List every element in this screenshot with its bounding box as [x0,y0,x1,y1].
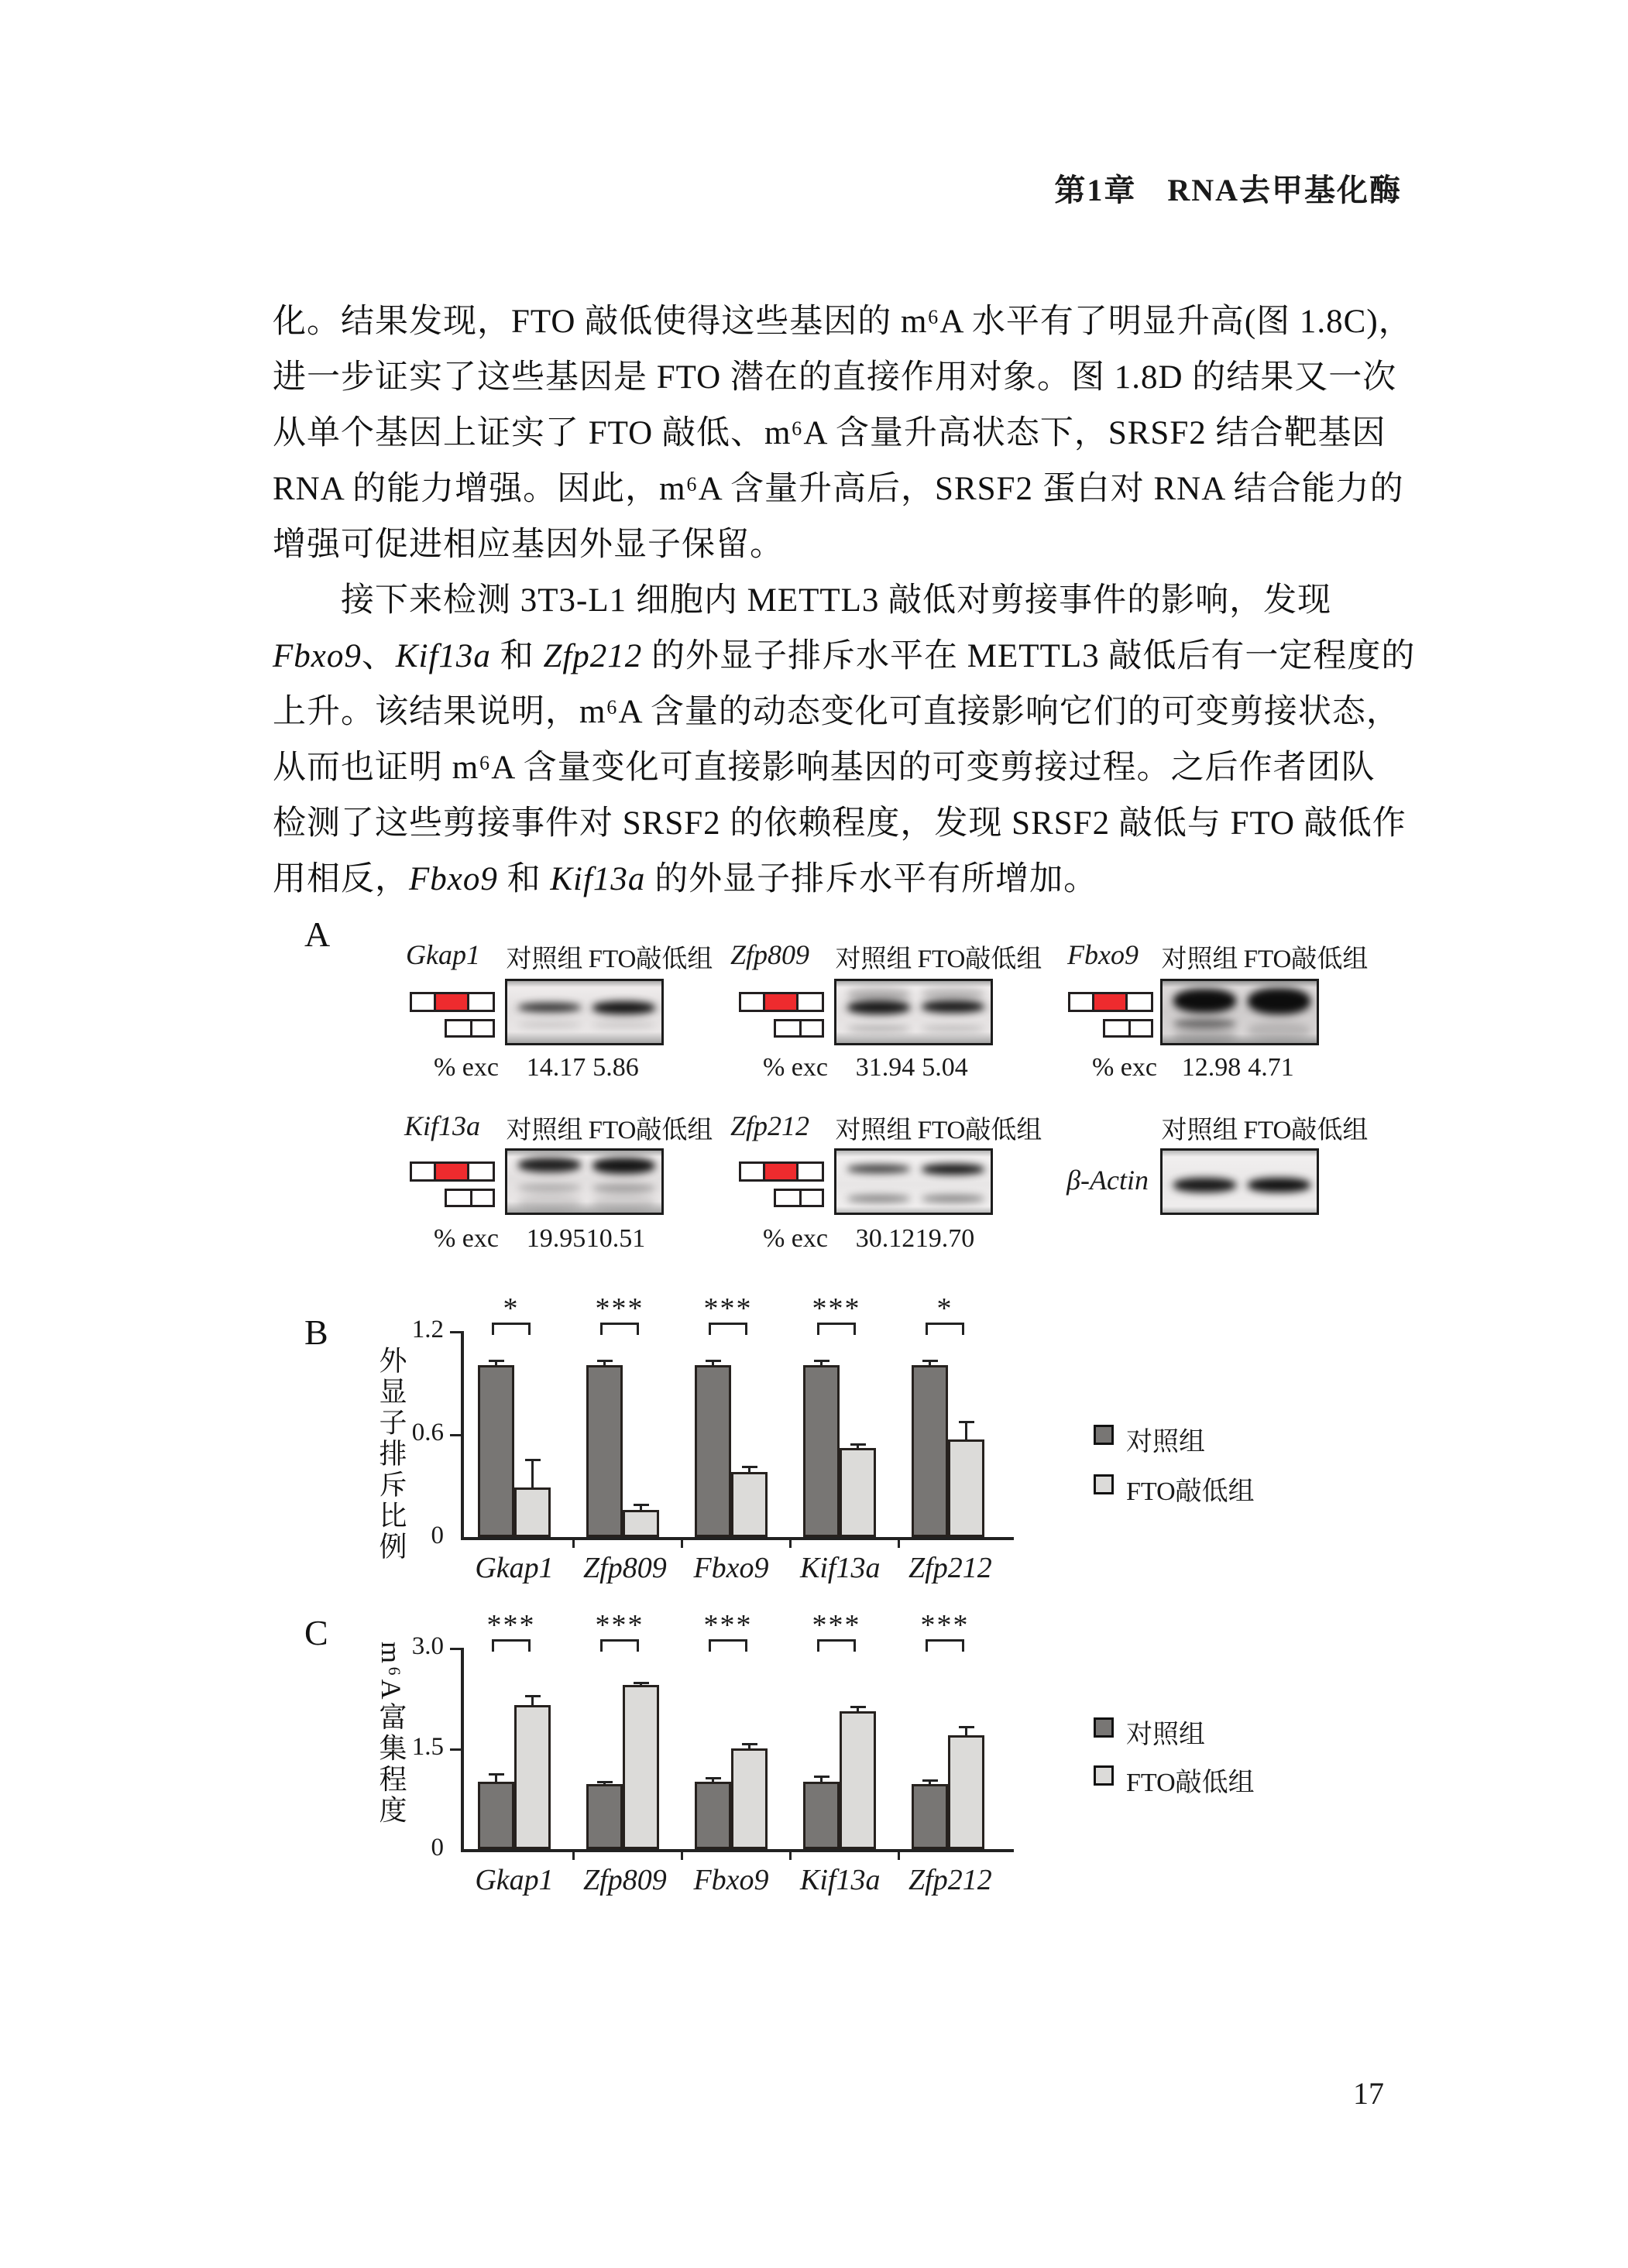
exon-box-right [799,994,822,1010]
significance-stars: *** [812,1292,861,1325]
exon-box-left [741,1164,763,1179]
y-tick-label: 0 [431,1522,444,1549]
category-label: Zfp809 [583,1552,667,1584]
x-tick [898,1540,900,1548]
body-text [273,294,1416,908]
exon-schematic-exclusion [774,1189,824,1207]
exon-box-red [1092,994,1128,1010]
header-chapter: 第1章 [1054,173,1137,208]
gene-name-inline: Fbxo9 [409,861,498,897]
bar-FTO敲低组-Zfp809 [623,1685,659,1849]
bar-对照组-Kif13a [803,1782,840,1849]
text-segment: 增强可促进相应基因外显子保留。 [273,527,784,563]
error-cap [814,1776,829,1778]
legend-swatch-FTO敲低组 [1094,1474,1114,1494]
text-segment: 的外显子排斥水平在 METTL3 敲低后有一定程度的 [642,638,1416,674]
exc-value-kd: 5.86 [592,1053,639,1082]
exon-schematic-exclusion [445,1189,495,1207]
exon-box-b [799,1191,823,1205]
blot-header-control: 对照组 [835,945,912,973]
exon-box-red [434,1164,469,1179]
bar-对照组-Fbxo9 [695,1365,731,1537]
bar-对照组-Zfp809 [586,1784,623,1849]
exon-box-left [741,994,763,1010]
blot-header-control: 对照组 [506,945,583,973]
category-label: Zfp212 [908,1552,992,1584]
error-cap [959,1421,974,1423]
gene-name-inline: Kif13a [395,638,491,674]
text-segment: 从而也证明 m⁶A 含量变化可直接影响基因的可变剪接过程。之后作者团队 [273,750,1376,786]
legend-label: 对照组 [1126,1721,1205,1749]
exon-box-right [1128,994,1151,1010]
exon-box-b [1128,1021,1152,1035]
gel-band [1173,989,1236,1013]
blot-header-control: 对照组 [1161,945,1238,973]
category-label: Kif13a [800,1552,881,1584]
blot-header-kd: FTO敲低组 [1243,1117,1369,1144]
gel-blot-Gkap1 [505,979,664,1045]
y-tick-label: 1.5 [411,1733,444,1761]
exc-value-control: 14.17 [526,1053,586,1082]
blot-header-kd: FTO敲低组 [1243,945,1369,973]
text-segment: 和 [497,861,551,897]
panel-b-label: B [304,1312,328,1352]
y-tick [450,1331,462,1333]
blot-gene-label: Fbxo9 [1067,939,1139,970]
category-label: Zfp809 [583,1864,667,1896]
exc-value-control: 19.95 [526,1224,586,1253]
exc-value-control: 30.12 [855,1224,915,1253]
text-segment: RNA 的能力增强。因此，m⁶A 含量升高后，SRSF2 蛋白对 RNA 结合能力的 [273,471,1404,507]
blot-header-kd: FTO敲低组 [917,945,1042,973]
gene-name-inline: Zfp212 [543,638,643,674]
body-line-2 [273,350,1408,406]
y-tick [450,1748,462,1751]
bar-对照组-Zfp212 [912,1784,948,1849]
exon-schematic-inclusion [410,992,495,1012]
exon-schematic-inclusion [739,1161,824,1182]
gel-band [922,988,984,1000]
text-segment: 和 [490,638,544,674]
error-cap [922,1360,938,1362]
blot-gene-label: Gkap1 [406,939,480,970]
exon-box-right [469,994,493,1010]
significance-stars: *** [486,1609,536,1642]
blot-gene-label: Zfp212 [730,1110,809,1141]
bar-FTO敲低组-Gkap1 [514,1705,551,1849]
blot-header-kd: FTO敲低组 [588,945,713,973]
body-line-7 [273,629,1416,685]
exc-value-kd: 19.70 [915,1224,975,1253]
panel-c-label: C [304,1613,328,1652]
category-label: Gkap1 [475,1864,554,1896]
significance-stars: *** [595,1292,644,1325]
bar-FTO敲低组-Kif13a [840,1711,876,1849]
body-line-11 [273,852,1408,908]
x-tick [898,1852,900,1860]
gel-band [592,1195,655,1211]
error-cap [634,1682,649,1684]
category-label: Fbxo9 [693,1864,769,1896]
exc-value-kd: 4.71 [1248,1053,1294,1082]
blot-header-control: 对照组 [1161,1117,1238,1144]
exon-schematic-inclusion [410,1161,495,1182]
exon-box-a [447,1191,470,1205]
header-title: RNA去甲基化酶 [1167,173,1402,208]
x-axis [461,1849,1014,1852]
exon-box-red [763,994,799,1010]
gene-name-inline: Fbxo9 [273,638,362,674]
error-cap [706,1777,721,1779]
x-tick [572,1852,575,1860]
exon-box-b [470,1021,493,1035]
exc-value-kd: 5.04 [922,1053,968,1082]
category-label: Zfp212 [908,1864,992,1896]
x-tick [789,1540,792,1548]
error-whisker [965,1422,967,1439]
y-tick [450,1434,462,1436]
exon-box-a [776,1191,799,1205]
error-cap [850,1443,866,1446]
x-tick [681,1852,683,1860]
gel-band [592,1184,655,1192]
bar-对照组-Kif13a [803,1365,840,1537]
text-segment: 的外显子排斥水平有所增加。 [645,861,1098,897]
error-cap [489,1360,504,1362]
bar-对照组-Fbxo9 [695,1782,731,1849]
bar-FTO敲低组-Zfp212 [948,1439,984,1537]
text-segment: 接下来检测 3T3-L1 细胞内 METTL3 敲低对剪接事件的影响，发现 [341,582,1332,619]
gel-band [922,1026,984,1031]
y-tick-label: 0 [431,1834,444,1861]
gel-band [592,1001,655,1014]
exon-box-left [1070,994,1092,1010]
x-tick [789,1852,792,1860]
bar-对照组-Zfp212 [912,1365,948,1537]
error-cap [597,1360,613,1362]
bar-对照组-Zfp809 [586,1365,623,1537]
gel-band [1248,988,1310,1014]
exon-box-red [763,1164,799,1179]
significance-stars: *** [703,1609,753,1642]
significance-stars: *** [920,1609,970,1642]
running-header [929,166,1402,210]
text-segment: 从单个基因上证实了 FTO 敲低、m⁶A 含量升高状态下，SRSF2 结合靶基因 [273,415,1386,451]
gel-band [847,1195,910,1203]
x-axis [461,1537,1014,1540]
category-label: Kif13a [800,1864,881,1896]
y-tick-label: 3.0 [411,1632,444,1660]
exc-value-control: 31.94 [855,1053,915,1082]
body-line-10 [273,796,1408,852]
bar-FTO敲低组-Kif13a [840,1448,876,1537]
error-cap [525,1695,541,1697]
error-cap [922,1779,938,1782]
bar-FTO敲低组-Zfp212 [948,1735,984,1849]
x-tick [681,1540,683,1548]
blot-gene-label: Zfp809 [730,939,809,970]
legend-swatch-对照组 [1094,1425,1114,1445]
legend-swatch-FTO敲低组 [1094,1765,1114,1786]
error-whisker [531,1460,534,1487]
legend-label: FTO敲低组 [1126,1769,1255,1797]
gel-band [592,1022,655,1028]
text-segment: 进一步证实了这些基因是 FTO 潜在的直接作用对象。图 1.8D 的结果又一次 [273,359,1397,396]
error-cap [959,1726,974,1728]
gel-band [1248,1022,1310,1039]
y-tick-label: 0.6 [411,1419,444,1446]
text-segment: 上升。该结果说明，m⁶A 含量的动态变化可直接影响它们的可变剪接状态， [273,694,1400,730]
error-cap [525,1459,541,1461]
bar-FTO敲低组-Fbxo9 [731,1472,768,1537]
gel-band [518,1003,581,1012]
gel-band [1248,1178,1310,1192]
gel-band [592,1158,655,1174]
exon-box-a [776,1021,799,1035]
gel-band [847,988,910,1001]
error-cap [742,1466,757,1468]
gel-band [1173,1178,1236,1192]
bar-FTO敲低组-Fbxo9 [731,1748,768,1849]
body-line-1 [273,294,1413,350]
blot-gene-label: Kif13a [404,1110,480,1141]
body-line-3 [273,406,1408,461]
exc-label: % exc [433,1224,499,1253]
exon-box-right [469,1164,493,1179]
gel-band [922,1164,984,1175]
body-line-4 [273,461,1408,517]
page-number: 17 [1353,2076,1384,2111]
exc-label: % exc [433,1053,499,1082]
text-segment: 用相反， [273,861,409,897]
text-segment: 检测了这些剪接事件对 SRSF2 的依赖程度，发现 SRSF2 敲低与 FTO 敲低作 [273,805,1406,842]
blot-header-control: 对照组 [506,1117,583,1144]
x-tick [572,1540,575,1548]
bar-FTO敲低组-Gkap1 [514,1487,551,1537]
gene-name-inline: Kif13a [550,861,646,897]
exon-box-left [412,994,434,1010]
bar-对照组-Gkap1 [478,1782,514,1849]
body-line-5 [273,517,1408,573]
body-line-9 [273,740,1408,796]
y-axis-title: 外显子排斥比例 [376,1346,407,1563]
significance-stars: *** [812,1609,861,1642]
gel-band [1173,1029,1236,1042]
body-line-6 [273,573,1408,629]
exon-schematic-exclusion [774,1019,824,1038]
blot-header-kd: FTO敲低组 [588,1117,713,1144]
panel-a-label: A [304,914,331,954]
gel-band [847,1000,910,1014]
exc-label: % exc [762,1224,828,1253]
y-tick-label: 1.2 [411,1316,444,1343]
exon-box-red [434,994,469,1010]
gel-band [1173,1019,1236,1028]
category-label: Gkap1 [475,1552,554,1584]
gel-band [922,1000,984,1013]
error-cap [850,1706,866,1708]
bar-FTO敲低组-Zfp809 [623,1510,659,1537]
exc-label: % exc [762,1053,828,1082]
category-label: Fbxo9 [693,1552,769,1584]
blot-header-control: 对照组 [835,1117,912,1144]
gel-blot-Kif13a [505,1148,664,1215]
significance-stars: *** [703,1292,753,1325]
legend-label: FTO敲低组 [1126,1477,1255,1506]
text-segment: 、 [361,638,396,674]
blot-header-kd: FTO敲低组 [917,1117,1042,1144]
error-cap [706,1360,721,1362]
exc-value-control: 12.98 [1181,1053,1242,1082]
gel-blot-Zfp809 [834,979,993,1045]
significance-stars: *** [595,1609,644,1642]
error-cap [814,1360,829,1362]
exon-box-b [799,1021,823,1035]
exc-label: % exc [1091,1053,1157,1082]
exon-box-a [447,1021,470,1035]
significance-stars: * [936,1292,953,1325]
gel-band [518,1184,581,1192]
exon-schematic-exclusion [445,1019,495,1038]
exc-value-kd: 10.51 [586,1224,646,1253]
error-cap [489,1773,504,1776]
significance-stars: * [503,1292,520,1325]
bar-对照组-Gkap1 [478,1365,514,1537]
exon-schematic-inclusion [1068,992,1153,1012]
exon-schematic-exclusion [1103,1019,1153,1038]
y-tick [450,1648,462,1650]
gel-blot-Fbxo9 [1160,979,1319,1045]
exon-box-right [799,1164,822,1179]
error-cap [597,1781,613,1783]
legend-swatch-对照组 [1094,1717,1114,1738]
exon-box-left [412,1164,434,1179]
error-cap [742,1743,757,1745]
body-line-8 [273,685,1408,740]
y-axis-title: m⁶A富集程度 [376,1642,407,1827]
gel-band [922,1195,984,1203]
exon-box-a [1105,1021,1128,1035]
legend-label: 对照组 [1126,1428,1205,1457]
gel-band [518,1022,581,1028]
exon-schematic-inclusion [739,992,824,1012]
gel-band [847,1026,910,1031]
error-cap [634,1504,649,1506]
gel-blot-Zfp212 [834,1148,993,1215]
gel-band [518,1195,581,1211]
gel-band [847,1165,910,1173]
gel-band [518,1158,581,1172]
gel-blot-β-Actin [1160,1148,1319,1215]
text-segment: 化。结果发现，FTO 敲低使得这些基因的 m⁶A 水平有了明显升高(图 1.8C)， [273,304,1413,340]
blot-gene-label: β-Actin [1066,1165,1149,1196]
exon-box-b [470,1191,493,1205]
